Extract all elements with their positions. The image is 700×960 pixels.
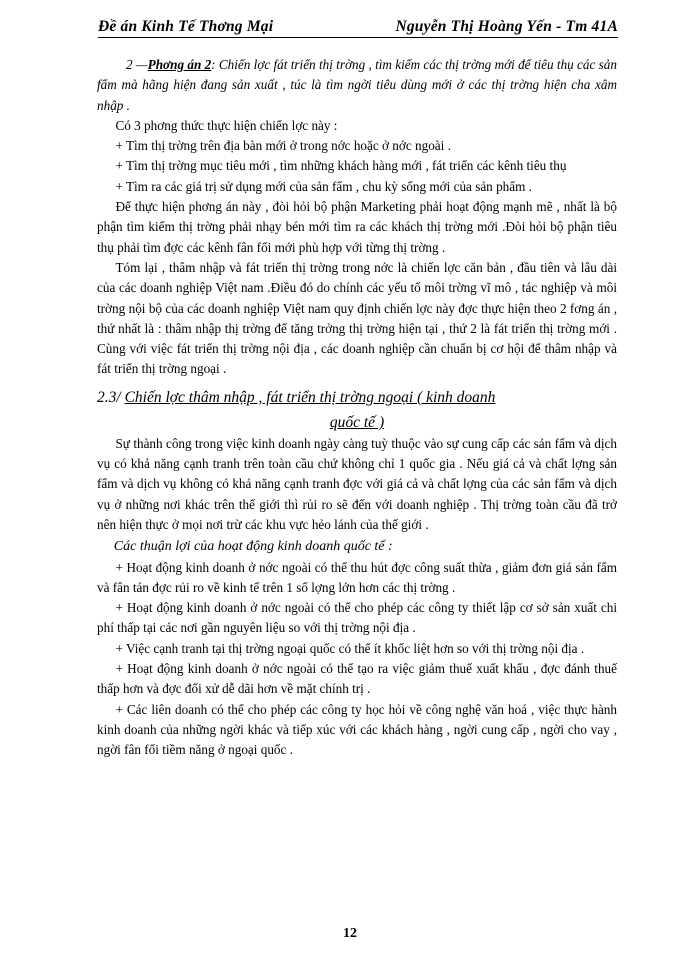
paragraph-marketing: Để thực hiện phơng án này , đòi hỏi bộ phận Marketing phải hoạt động mạnh mẽ , nhất là bộ phận tìm kiếm thị trờng phải nhạy bén mới tìm ra các khách thị trờng mới .Đòi hỏi bộ phận tiêu thụ phải tìm đợc các kênh fân fối mới phù hợp với từng thị trờng . [97, 199, 617, 255]
bullet-method-3: + Tìm ra các giá trị sử dụng mới của sản fẩm , chu kỳ sống mới của sản phẩm . [115, 178, 532, 194]
advantage-item-5: + Các liên doanh có thể cho phép các công ty học hỏi về công nghệ văn hoá , việc thực hành kinh doanh của những ngời khác và tiếp xúc với các khách hàng , ngời cung cấp , ngời cho vay , ngời fân fối tiềm năng ở ngoại quốc . [97, 701, 617, 758]
advantage-item-3: + Việc cạnh tranh tại thị trờng ngoại quốc có thể ít khốc liệt hơn so với thị trờng nội địa . [115, 640, 585, 656]
option-label: Phơng án 2 [147, 57, 212, 72]
section-heading-line-1 [97, 386, 617, 409]
bullet-method-2: + Tìm thị trờng mục tiêu mới , tìm những khách hàng mới , fát triển các kênh tiêu thụ [115, 158, 567, 174]
page-number: 12 [343, 926, 357, 941]
section-heading-line-2 [97, 411, 617, 434]
paragraph-option-2 [97, 55, 617, 116]
paragraph-section-intro: Sự thành công trong việc kinh doanh ngày càng tuỳ thuộc vào sự cung cấp các sản fẩm và dịch vụ có khả năng cạnh tranh trên toàn cầu chứ không chỉ 1 quốc gia . Nếu giá cả và chất lợng sản fẩm và dịch vụ không có khả năng cạnh tranh đợc với giá cả và chất lợng của các sản fẩm và dịch vụ ở những nơi khác trên thế giới thì rủi ro sẽ đến với doanh nghiệp . Thị trờng toàn cầu đã trở nên hiện thực ở mọi nơi trừ các khu vực hẻo lánh của thế giới . [97, 435, 617, 532]
header-author-name: Nguyễn Thị Hoàng Yến - Tm 41A [395, 18, 618, 35]
section-number: 2.3/ [97, 388, 121, 406]
section-title-part-1: Chiến lợc thâm nhập , fát triển thị trờng ngoại ( kinh doanh [124, 388, 496, 406]
document-body [97, 55, 617, 761]
advantage-item-1: + Hoạt động kinh doanh ở nớc ngoài có thể thu hút đợc công suất thừa , giảm đơn giá sản fẩm và fân tán đợc rủi ro về kinh tế trên 1 số lợng lớn hơn các thị trờng . [97, 559, 617, 595]
paragraph-three-methods: Có 3 phơng thức thực hiện chiến lợc này : [115, 117, 338, 133]
running-header [98, 18, 618, 38]
section-heading-2-3 [97, 386, 617, 434]
bullet-method-1: + Tìm thị trờng trên địa bàn mới ở trong nớc hoặc ở nớc ngoài . [115, 138, 451, 154]
advantage-item-4: + Hoạt động kinh doanh ở nớc ngoài có thể tạo ra việc giảm thuế xuất khẩu , đợc đánh thuế thấp hơn và đợc đối xử dễ dãi hơn về mặt chính trị . [97, 661, 617, 697]
header-document-title: Đề án Kinh Tế Thơng Mại [98, 18, 274, 35]
paragraph-summary: Tóm lại , thâm nhập và fát triển thị trờng trong nớc là chiến lợc căn bản , đầu tiên và lâu dài của các doanh nghiệp Việt nam .Điều đó do chính các yếu tố môi trờng vĩ mô , tác nghiệp và môi trờng nội bộ của các doanh nghiệp Việt nam quy định chiến lợc này đợc thực hiện theo 2 fơng án , thứ nhất là : thâm nhập thị trờng để tăng trởng thị trờng hiện tại , thứ 2 là fát triển thị trờng mới . Cùng với việc fát triển thị trờng nội địa , các doanh nghiệp cần chuẩn bị cơ hội để thâm nhập và fát triển thị trờng ngoại . [97, 259, 617, 377]
section-title-part-2: quốc tế ) [329, 413, 385, 431]
option-intro-text: : Chiến lợc fát triển thị trờng , tìm kiếm các thị trờng mới để tiêu thụ các sản fẩm mà hãng hiện đang sản xuất , túc là tìm ngời tiêu dùng mới ở các thị trờng hiện cha xâm nhập . [97, 57, 617, 113]
option-number: 2 — [126, 57, 148, 72]
advantage-item-2: + Hoạt động kinh doanh ở nớc ngoài có thể cho phép các công ty thiết lập cơ sở sản xuất chi phí thấp tại các nơi gần nguyên liệu so với thị trờng nội địa . [97, 600, 617, 636]
advantages-heading: Các thuận lợi của hoạt động kinh doanh quốc tế : [113, 539, 393, 555]
